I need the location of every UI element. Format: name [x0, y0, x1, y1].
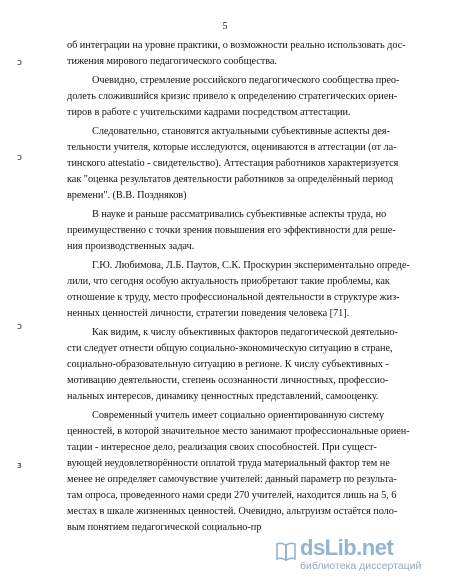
- book-icon: [275, 541, 297, 563]
- text-line: Г.Ю. Любимова, Л.Б. Паутов, С.К. Проскурин экспериментально опреде-: [92, 260, 410, 271]
- text-line: вым понятием педагогической социально-пр: [67, 522, 262, 533]
- text-line: как "оценка результатов деятельности работников за определённый период: [67, 174, 394, 185]
- text-line: менее не определяет самочувствие учителей: данный параметр по результа-: [67, 474, 397, 485]
- text-line: там опроса, проведенного нами среди 270 учителей, находится лишь на 5, 6: [67, 490, 397, 501]
- text-line: тации - интересное дело, реализация своих способностей. При сущест-: [67, 442, 377, 453]
- text-line: тиров в работе с учительскими кадрами посредством аттестации.: [67, 107, 351, 118]
- watermark: [272, 536, 442, 576]
- text-line: мотивацию деятельности, степень осознанности личностных, профессио-: [67, 375, 389, 386]
- watermark-brand: dsLib.net: [300, 535, 394, 560]
- text-line: Современный учитель имеет социально ориентированную систему: [92, 410, 385, 421]
- text-line: нальных интересов, динамику ценностных представлений, самооценку.: [67, 391, 379, 402]
- text-line: В науке и раньше рассматривались субъективные аспекты труда, но: [92, 209, 387, 220]
- text-line: преимущественно с точки зрения повышения его эффективности для реше-: [67, 225, 396, 236]
- margin-mark: ɔ: [17, 58, 22, 68]
- text-line: Очевидно, стремление российского педагогического сообщества прео-: [92, 75, 400, 86]
- text-line: местах в шкале жизненных ценностей. Очевидно, альтруизм остаётся поло-: [67, 506, 398, 517]
- text-line: тинского attestatio - свидетельство). Аттестация работников характеризуется: [67, 158, 399, 169]
- text-line: вующей неудовлетворённости оплатой труда материальный фактор тем не: [67, 458, 390, 469]
- watermark-logo: [272, 535, 422, 576]
- text-line: сти следует отнести общую социально-экономическую ситуацию в стране,: [67, 343, 393, 354]
- margin-mark: ɜ: [17, 461, 22, 471]
- text-line: долеть сложившийся кризис привело к определению стратегических ориен-: [67, 91, 398, 102]
- text-line: ценностей, в которой значительное место занимают профессиональные ориен-: [67, 426, 410, 437]
- text-line: об интеграции на уровне практики, о возможности реально использовать дос-: [67, 40, 406, 51]
- text-line: тижения мирового педагогического сообщества.: [67, 56, 277, 67]
- text-line: лили, что сегодня особую актуальность приобретают такие проблемы, как: [67, 276, 390, 287]
- text-line: тельности учителя, которые исследуются, оцениваются в аттестации (от ла-: [67, 142, 397, 153]
- margin-mark: ɔ: [17, 322, 22, 332]
- text-line: ния производственных задач.: [67, 241, 195, 252]
- text-line: ненных ценностей личности, стратегии поведения человека [71].: [67, 308, 350, 319]
- text-line: социально-образовательную ситуацию в регионе. К числу субъективных -: [67, 359, 389, 370]
- watermark-subtitle: библиотека диссертаций: [300, 560, 422, 572]
- text-line: отношение к труду, место профессиональной деятельности в структуре жиз-: [67, 292, 400, 303]
- text-line: Следовательно, становятся актуальными субъективные аспекты дея-: [92, 126, 390, 137]
- text-line: Как видим, к числу объективных факторов педагогической деятельно-: [92, 327, 398, 338]
- page-number: 5: [222, 21, 228, 32]
- margin-mark: ɔ: [17, 153, 22, 163]
- text-line: времени". (В.В. Поздняков): [67, 190, 187, 201]
